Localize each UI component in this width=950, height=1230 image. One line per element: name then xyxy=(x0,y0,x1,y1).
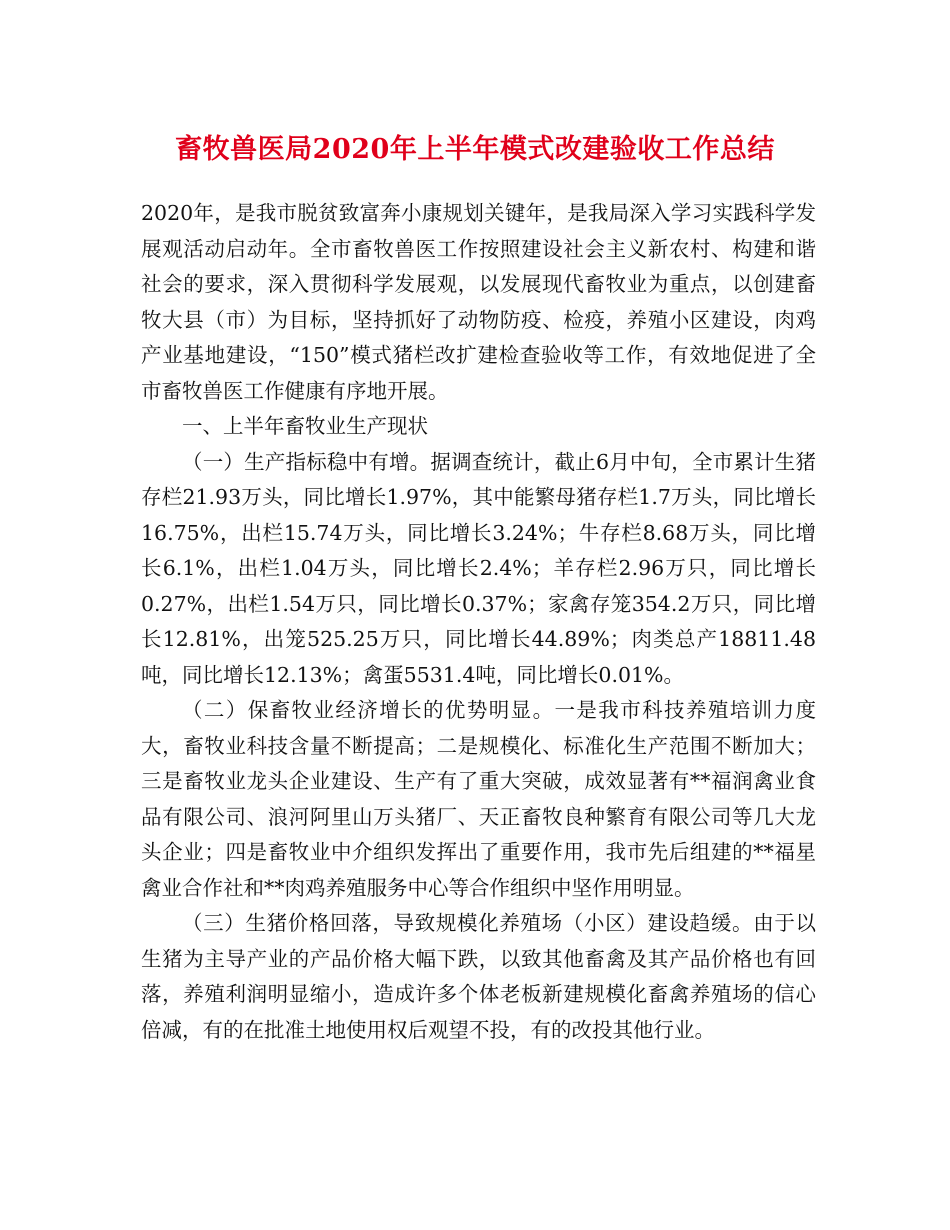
document-body xyxy=(141,196,816,1048)
paragraph-pig-price-decline: （三）生猪价格回落，导致规模化养殖场（小区）建设趋缓。由于以生猪为主导产业的产品价格大幅下跌，以致其他畜禽及其产品价格也有回落，养殖利润明显缩小，造成许多个体老板新建规模化畜禽养殖场的信心倍减，有的在批准土地使用权后观望不投，有的改投其他行业。 xyxy=(141,911,816,1042)
paragraph-intro: 2020年，是我市脱贫致富奔小康规划关键年，是我局深入学习实践科学发展观活动启动年。全市畜牧兽医工作按照建设社会主义新农村、构建和谐社会的要求，深入贯彻科学发展观，以发展现代畜牧业为重点，以创建畜牧大县（市）为目标，坚持抓好了动物防疫、检疫，养殖小区建设，肉鸡产业基地建设，“150”模式猪栏改扩建检查验收等工作，有效地促进了全市畜牧兽医工作健康有序地开展。 xyxy=(141,201,816,403)
section-heading-1: 一、上半年畜牧业生产现状 xyxy=(182,414,428,438)
paragraph-economic-advantages: （二）保畜牧业经济增长的优势明显。一是我市科技养殖培训力度大，畜牧业科技含量不断提高；二是规模化、标准化生产范围不断加大；三是畜牧业龙头企业建设、生产有了重大突破，成效显著有**福润禽业食品有限公司、浪河阿里山万头猪厂、天正畜牧良种繁育有限公司等几大龙头企业；四是畜牧业中介组织发挥出了重要作用，我市先后组建的**福星禽业合作社和**肉鸡养殖服务中心等合作组织中坚作用明显。 xyxy=(141,698,816,900)
document-title: 畜牧兽医局2020年上半年模式改建验收工作总结 xyxy=(175,134,775,165)
paragraph-production-indicators: （一）生产指标稳中有增。据调查统计，截止6月中旬，全市累计生猪存栏21.93万头，同比增长1.97%，其中能繁母猪存栏1.7万头，同比增长16.75%，出栏15.74万头，同比增长3.24%；牛存栏8.68万头，同比增长6.1%，出栏1.04万头，同比增长2.4%；羊存栏2.96万只，同比增长0.27%，出栏1.54万只，同比增长0.37%；家禽存笼354.2万只，同比增长12.81%，出笼525.25万只，同比增长44.89%；肉类总产18811.48吨，同比增长12.13%；禽蛋5531.4吨，同比增长0.01%。 xyxy=(141,449,816,687)
